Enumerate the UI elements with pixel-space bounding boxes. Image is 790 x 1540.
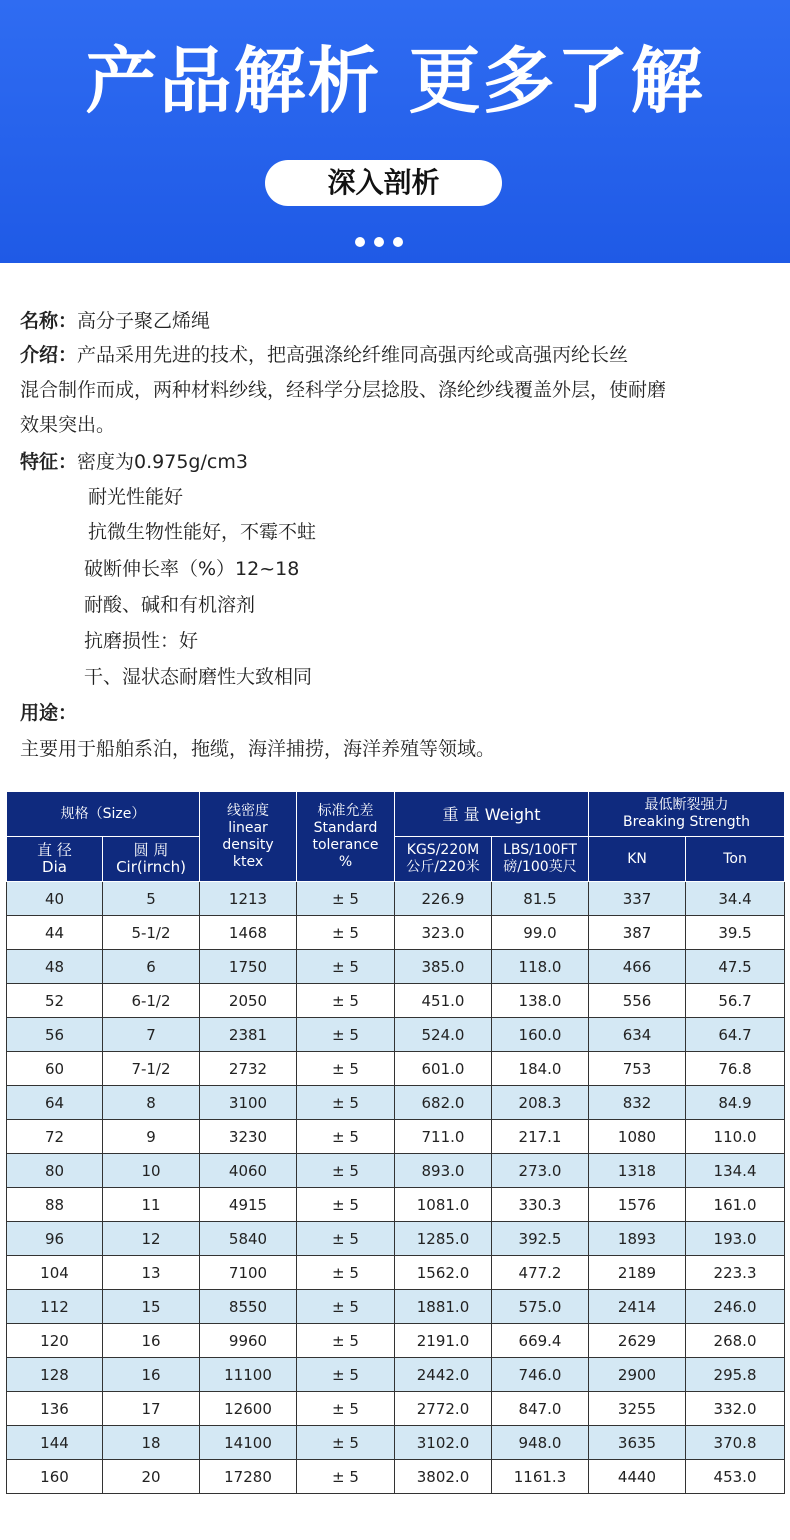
table-cell: 5840	[200, 1222, 297, 1256]
table-cell: 144	[7, 1426, 103, 1460]
table-cell: 10	[103, 1154, 200, 1188]
table-cell: 387	[589, 916, 686, 950]
features-row	[20, 449, 248, 475]
table-cell: ± 5	[297, 1290, 395, 1324]
table-cell: ± 5	[297, 1426, 395, 1460]
table-cell: 96	[7, 1222, 103, 1256]
table-cell: 273.0	[492, 1154, 589, 1188]
table-row	[7, 1018, 785, 1052]
table-cell: 392.5	[492, 1222, 589, 1256]
usage-label: 用途：	[20, 702, 78, 724]
name-value: 高分子聚乙烯绳	[77, 310, 211, 332]
table-cell: 893.0	[395, 1154, 492, 1188]
intro-line: 效果突出。	[20, 414, 116, 436]
table-cell: 2414	[589, 1290, 686, 1324]
table-cell: 466	[589, 950, 686, 984]
table-cell: 323.0	[395, 916, 492, 950]
dot-icon	[355, 237, 365, 247]
feature-item: 抗磨损性：好	[84, 630, 199, 652]
spec-table-body	[7, 882, 785, 1494]
feature-item: 干、湿状态耐磨性大致相同	[84, 666, 313, 688]
table-cell: 161.0	[686, 1188, 785, 1222]
table-cell: 4440	[589, 1460, 686, 1494]
usage-text: 主要用于船舶系泊，拖缆，海洋捕捞，海洋养殖等领域。	[20, 738, 496, 760]
intro-label: 介绍：	[20, 344, 78, 366]
table-cell: 120	[7, 1324, 103, 1358]
intro-line: 产品采用先进的技术，把高强涤纶纤维同高强丙纶或高强丙纶长丝	[77, 344, 629, 366]
table-cell: 3635	[589, 1426, 686, 1460]
table-cell: 1213	[200, 882, 297, 916]
table-cell: 34.4	[686, 882, 785, 916]
table-cell: 1881.0	[395, 1290, 492, 1324]
table-cell: ± 5	[297, 1392, 395, 1426]
header-weight: 重 量 Weight	[395, 792, 589, 837]
header-kn: KN	[589, 837, 686, 882]
intro-row	[20, 342, 628, 368]
table-cell: 601.0	[395, 1052, 492, 1086]
table-cell: 3230	[200, 1120, 297, 1154]
table-row	[7, 1052, 785, 1086]
table-cell: 1750	[200, 950, 297, 984]
table-cell: 64	[7, 1086, 103, 1120]
table-cell: 17280	[200, 1460, 297, 1494]
table-cell: 2732	[200, 1052, 297, 1086]
table-cell: 5	[103, 882, 200, 916]
table-cell: 575.0	[492, 1290, 589, 1324]
table-row	[7, 1426, 785, 1460]
table-cell: 118.0	[492, 950, 589, 984]
table-cell: 52	[7, 984, 103, 1018]
table-cell: 9960	[200, 1324, 297, 1358]
table-row	[7, 1290, 785, 1324]
table-cell: ± 5	[297, 1154, 395, 1188]
table-cell: 13	[103, 1256, 200, 1290]
table-cell: 753	[589, 1052, 686, 1086]
table-cell: 524.0	[395, 1018, 492, 1052]
table-cell: 47.5	[686, 950, 785, 984]
table-cell: 246.0	[686, 1290, 785, 1324]
table-cell: 226.9	[395, 882, 492, 916]
table-cell: 48	[7, 950, 103, 984]
table-cell: 11100	[200, 1358, 297, 1392]
table-cell: 451.0	[395, 984, 492, 1018]
table-cell: 1081.0	[395, 1188, 492, 1222]
table-cell: 6-1/2	[103, 984, 200, 1018]
table-cell: ± 5	[297, 1120, 395, 1154]
table-cell: 1893	[589, 1222, 686, 1256]
table-row	[7, 1154, 785, 1188]
header-dia: 直 径 Dia	[7, 837, 103, 882]
table-cell: 12	[103, 1222, 200, 1256]
table-cell: 1318	[589, 1154, 686, 1188]
table-cell: 110.0	[686, 1120, 785, 1154]
table-cell: 332.0	[686, 1392, 785, 1426]
table-cell: 81.5	[492, 882, 589, 916]
table-cell: 80	[7, 1154, 103, 1188]
table-row	[7, 1324, 785, 1358]
table-cell: 8	[103, 1086, 200, 1120]
table-cell: 7-1/2	[103, 1052, 200, 1086]
table-cell: 193.0	[686, 1222, 785, 1256]
table-row	[7, 984, 785, 1018]
table-cell: 5-1/2	[103, 916, 200, 950]
table-cell: 1562.0	[395, 1256, 492, 1290]
features-label: 特征：	[20, 451, 78, 473]
table-cell: 56.7	[686, 984, 785, 1018]
table-cell: 7100	[200, 1256, 297, 1290]
table-cell: 634	[589, 1018, 686, 1052]
table-cell: 88	[7, 1188, 103, 1222]
table-cell: 556	[589, 984, 686, 1018]
table-cell: 44	[7, 916, 103, 950]
table-cell: ± 5	[297, 916, 395, 950]
name-label: 名称：	[20, 310, 78, 332]
table-cell: 84.9	[686, 1086, 785, 1120]
header-ton: Ton	[686, 837, 785, 882]
table-cell: 1468	[200, 916, 297, 950]
table-cell: 56	[7, 1018, 103, 1052]
table-cell: 104	[7, 1256, 103, 1290]
table-cell: 1285.0	[395, 1222, 492, 1256]
table-cell: 832	[589, 1086, 686, 1120]
table-cell: ± 5	[297, 1324, 395, 1358]
header-cir: 圆 周 Cir(irnch)	[103, 837, 200, 882]
header-breaking-strength: 最低断裂强力 Breaking Strength	[589, 792, 785, 837]
table-cell: 711.0	[395, 1120, 492, 1154]
table-cell: 7	[103, 1018, 200, 1052]
table-cell: 14100	[200, 1426, 297, 1460]
table-cell: 337	[589, 882, 686, 916]
table-cell: ± 5	[297, 1188, 395, 1222]
table-cell: 2191.0	[395, 1324, 492, 1358]
table-cell: 1080	[589, 1120, 686, 1154]
feature-item: 耐酸、碱和有机溶剂	[84, 594, 256, 616]
table-cell: 268.0	[686, 1324, 785, 1358]
header-banner	[0, 0, 790, 263]
table-cell: ± 5	[297, 1018, 395, 1052]
table-cell: 3100	[200, 1086, 297, 1120]
table-cell: 60	[7, 1052, 103, 1086]
name-row	[20, 308, 210, 334]
table-cell: 2442.0	[395, 1358, 492, 1392]
table-cell: 682.0	[395, 1086, 492, 1120]
table-cell: 15	[103, 1290, 200, 1324]
table-cell: ± 5	[297, 1222, 395, 1256]
table-cell: 847.0	[492, 1392, 589, 1426]
table-cell: ± 5	[297, 984, 395, 1018]
feature-item: 破断伸长率（%）12~18	[84, 558, 300, 580]
table-cell: 40	[7, 882, 103, 916]
table-cell: 64.7	[686, 1018, 785, 1052]
feature-item: 抗微生物性能好，不霉不蛀	[88, 521, 317, 543]
table-cell: 295.8	[686, 1358, 785, 1392]
table-cell: 20	[103, 1460, 200, 1494]
header-linear-density: 线密度 linear density ktex	[200, 792, 297, 882]
table-cell: 330.3	[492, 1188, 589, 1222]
usage-label-row	[20, 700, 77, 726]
table-cell: 134.4	[686, 1154, 785, 1188]
header-kgs: KGS/220M 公斤/220米	[395, 837, 492, 882]
table-row	[7, 1188, 785, 1222]
feature-item: 耐光性能好	[88, 486, 184, 508]
table-cell: 948.0	[492, 1426, 589, 1460]
table-cell: 223.3	[686, 1256, 785, 1290]
banner-title: 产品解析 更多了解	[85, 39, 705, 123]
pill-label: 深入剖析	[265, 160, 502, 206]
table-cell: ± 5	[297, 1358, 395, 1392]
table-row	[7, 1460, 785, 1494]
table-cell: 1576	[589, 1188, 686, 1222]
header-size: 规格（Size）	[7, 792, 200, 837]
table-cell: 3102.0	[395, 1426, 492, 1460]
table-row	[7, 1222, 785, 1256]
table-cell: ± 5	[297, 950, 395, 984]
table-cell: 477.2	[492, 1256, 589, 1290]
dot-icon	[374, 237, 384, 247]
table-cell: 112	[7, 1290, 103, 1324]
table-cell: 6	[103, 950, 200, 984]
table-cell: 217.1	[492, 1120, 589, 1154]
table-cell: 2772.0	[395, 1392, 492, 1426]
table-cell: 3802.0	[395, 1460, 492, 1494]
table-cell: 11	[103, 1188, 200, 1222]
table-cell: 453.0	[686, 1460, 785, 1494]
table-cell: ± 5	[297, 1460, 395, 1494]
table-cell: ± 5	[297, 1052, 395, 1086]
table-cell: 9	[103, 1120, 200, 1154]
table-cell: ± 5	[297, 1086, 395, 1120]
table-cell: 160.0	[492, 1018, 589, 1052]
table-row	[7, 1358, 785, 1392]
table-row	[7, 1256, 785, 1290]
table-cell: 76.8	[686, 1052, 785, 1086]
carousel-dots	[355, 232, 415, 244]
table-cell: ± 5	[297, 1256, 395, 1290]
header-tolerance: 标准允差 Standard tolerance %	[297, 792, 395, 882]
table-cell: 4915	[200, 1188, 297, 1222]
table-cell: 8550	[200, 1290, 297, 1324]
table-cell: 208.3	[492, 1086, 589, 1120]
table-cell: 2900	[589, 1358, 686, 1392]
table-cell: 128	[7, 1358, 103, 1392]
table-cell: 2381	[200, 1018, 297, 1052]
table-cell: 16	[103, 1358, 200, 1392]
feature-item: 密度为0.975g/cm3	[77, 451, 248, 473]
table-cell: 746.0	[492, 1358, 589, 1392]
table-row	[7, 1086, 785, 1120]
table-cell: 138.0	[492, 984, 589, 1018]
table-cell: 370.8	[686, 1426, 785, 1460]
dot-icon	[393, 237, 403, 247]
intro-line: 混合制作而成，两种材料纱线，经科学分层捻股、涤纶纱线覆盖外层，使耐磨	[20, 379, 667, 401]
table-cell: 72	[7, 1120, 103, 1154]
table-row	[7, 916, 785, 950]
table-cell: 39.5	[686, 916, 785, 950]
spec-table	[6, 791, 785, 1494]
table-cell: 136	[7, 1392, 103, 1426]
table-cell: 385.0	[395, 950, 492, 984]
table-row	[7, 950, 785, 984]
table-cell: 17	[103, 1392, 200, 1426]
table-cell: 12600	[200, 1392, 297, 1426]
table-cell: 16	[103, 1324, 200, 1358]
header-lbs: LBS/100FT 磅/100英尺	[492, 837, 589, 882]
table-row	[7, 882, 785, 916]
table-cell: ± 5	[297, 882, 395, 916]
table-cell: 4060	[200, 1154, 297, 1188]
table-cell: 2629	[589, 1324, 686, 1358]
table-cell: 18	[103, 1426, 200, 1460]
table-cell: 99.0	[492, 916, 589, 950]
table-cell: 3255	[589, 1392, 686, 1426]
table-cell: 2189	[589, 1256, 686, 1290]
table-row	[7, 1120, 785, 1154]
table-cell: 160	[7, 1460, 103, 1494]
table-cell: 2050	[200, 984, 297, 1018]
table-cell: 184.0	[492, 1052, 589, 1086]
table-cell: 1161.3	[492, 1460, 589, 1494]
table-cell: 669.4	[492, 1324, 589, 1358]
table-row	[7, 1392, 785, 1426]
